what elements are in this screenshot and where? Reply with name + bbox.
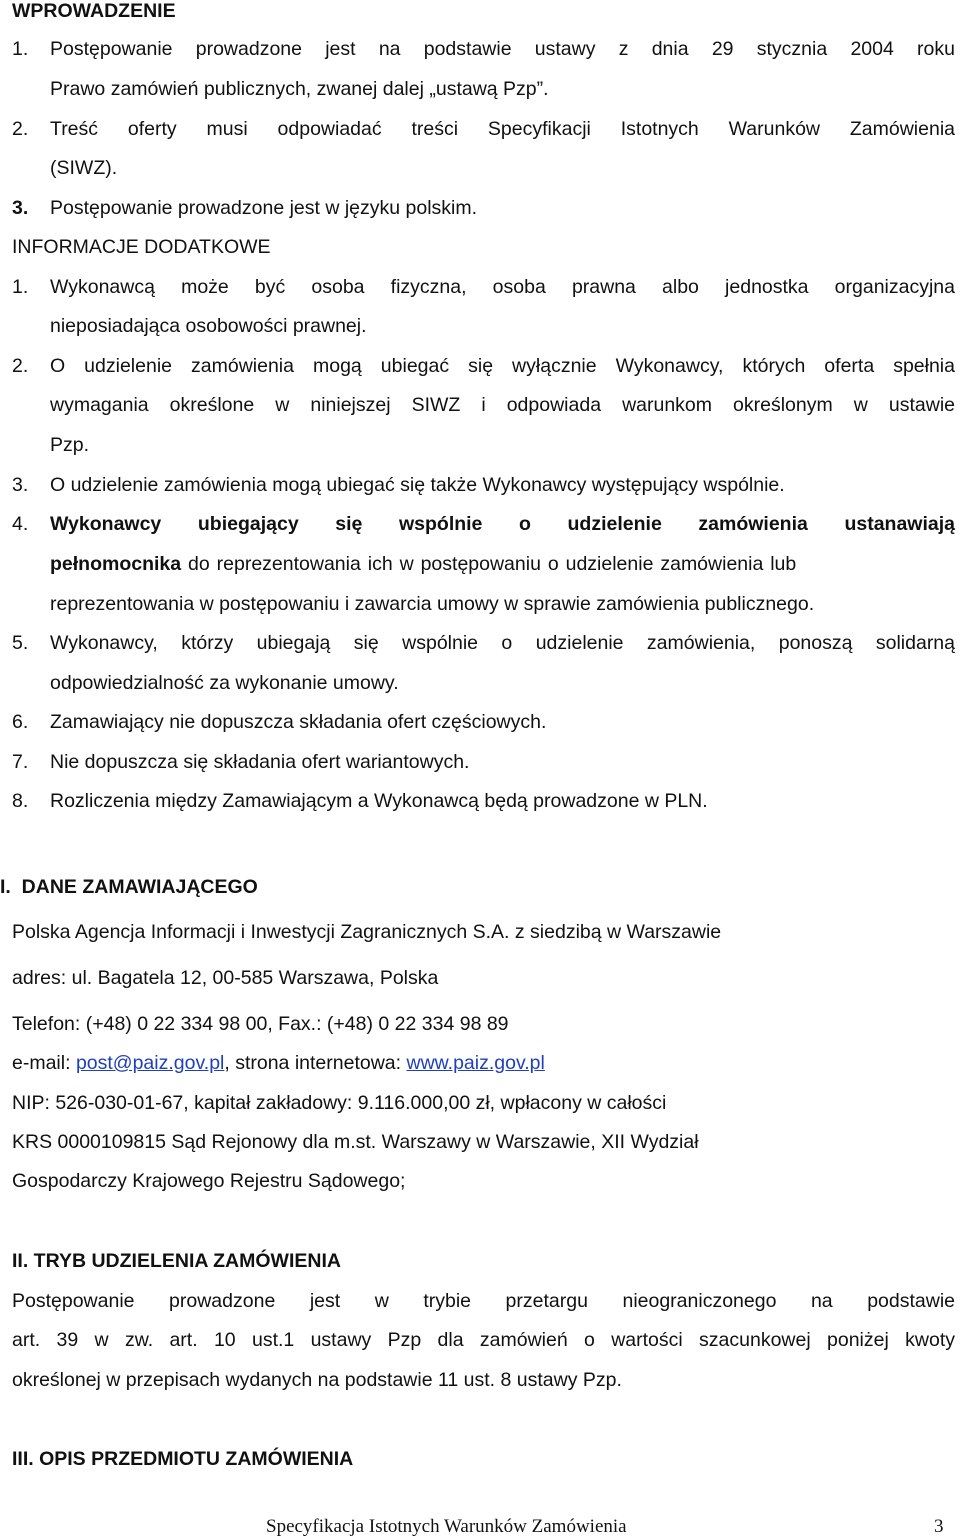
additional-item-4-number: 4. bbox=[12, 513, 29, 535]
additional-item-4-line-2-rest: do reprezentowania ich w postępowaniu o udzielenie zamówienia lub bbox=[181, 553, 797, 575]
additional-item-2-line-2: wymagania określone w niniejszej SIWZ i odpowiada warunkom określonym w ustawie bbox=[50, 394, 955, 416]
additional-item-1-line-1: Wykonawcą może być osoba fizyczna, osoba prawna albo jednostka organizacyjna bbox=[50, 276, 955, 298]
additional-item-5-line-1: Wykonawcy, którzy ubiegają się wspólnie o udzielenie zamówienia, ponoszą solidarną bbox=[50, 632, 955, 654]
email-link[interactable]: post@paiz.gov.pl bbox=[75, 1052, 225, 1074]
additional-item-2-line-1: O udzielenie zamówienia mogą ubiegać się wyłącznie Wykonawcy, których oferta spełnia bbox=[50, 355, 955, 377]
contracting-authority-address: adres: ul. Bagatela 12, 00-585 Warszawa, Polska bbox=[12, 967, 439, 989]
section-3-heading: III. OPIS PRZEDMIOTU ZAMÓWIENIA bbox=[12, 1448, 354, 1470]
additional-item-2-line-3: Pzp. bbox=[50, 434, 90, 456]
footer-page-number: 3 bbox=[934, 1516, 944, 1537]
additional-item-7-number: 7. bbox=[12, 751, 29, 773]
additional-item-4-line-1: Wykonawcy ubiegający się wspólnie o udzielenie zamówienia ustanawiają bbox=[50, 513, 955, 535]
procedure-mode-line-3: określonej w przepisach wydanych na podstawie 11 ust. 8 ustawy Pzp. bbox=[12, 1369, 622, 1391]
additional-item-7-line-1: Nie dopuszcza się składania ofert wariantowych. bbox=[50, 751, 470, 773]
intro-item-2-line-1: Treść oferty musi odpowiadać treści Specyfikacji Istotnych Warunków Zamówienia bbox=[50, 118, 955, 140]
intro-item-1-line-1: Postępowanie prowadzone jest na podstawie ustawy z dnia 29 stycznia 2004 roku bbox=[50, 38, 955, 60]
additional-item-4-line-2 bbox=[50, 553, 955, 575]
additional-item-6-number: 6. bbox=[12, 711, 29, 733]
contracting-authority-nip: NIP: 526-030-01-67, kapitał zakładowy: 9.116.000,00 zł, wpłacony w całości bbox=[12, 1092, 667, 1114]
email-label: e-mail: bbox=[12, 1052, 76, 1074]
additional-item-3-line-1: O udzielenie zamówienia mogą ubiegać się także Wykonawcy występujący wspólnie. bbox=[50, 474, 785, 496]
additional-item-5-number: 5. bbox=[12, 632, 29, 654]
intro-item-2-number: 2. bbox=[12, 118, 29, 140]
procedure-mode-line-1: Postępowanie prowadzone jest w trybie przetargu nieograniczonego na podstawie bbox=[12, 1290, 955, 1312]
additional-item-1-line-2: nieposiadająca osobowości prawnej. bbox=[50, 315, 367, 337]
additional-item-6-line-1: Zamawiający nie dopuszcza składania ofert częściowych. bbox=[50, 711, 547, 733]
additional-item-2-number: 2. bbox=[12, 355, 29, 377]
intro-item-3-line-1: Postępowanie prowadzone jest w języku polskim. bbox=[50, 197, 478, 219]
additional-heading: INFORMACJE DODATKOWE bbox=[12, 236, 271, 258]
intro-item-1-line-2: Prawo zamówień publicznych, zwanej dalej „ustawą Pzp”. bbox=[50, 78, 549, 100]
additional-item-1-number: 1. bbox=[12, 276, 29, 298]
procedure-mode-line-2: art. 39 w zw. art. 10 ust.1 ustawy Pzp dla zamówień o wartości szacunkowej poniżej kwoty bbox=[12, 1329, 955, 1351]
website-link[interactable]: www.paiz.gov.pl bbox=[406, 1052, 545, 1074]
additional-item-3-number: 3. bbox=[12, 474, 29, 496]
contracting-authority-krs: KRS 0000109815 Sąd Rejonowy dla m.st. Warszawy w Warszawie, XII Wydział bbox=[12, 1131, 699, 1153]
website-label: , strona internetowa: bbox=[224, 1052, 407, 1074]
additional-item-8-number: 8. bbox=[12, 790, 29, 812]
section-2-heading: II. TRYB UDZIELENIA ZAMÓWIENIA bbox=[12, 1250, 341, 1272]
contracting-authority-krs-continued: Gospodarczy Krajowego Rejestru Sądowego; bbox=[12, 1170, 406, 1192]
contracting-authority-contact bbox=[12, 1052, 545, 1074]
contracting-authority-phone: Telefon: (+48) 0 22 334 98 00, Fax.: (+48) 0 22 334 98 89 bbox=[12, 1013, 509, 1035]
additional-item-4-line-3: reprezentowania w postępowaniu i zawarcia umowy w sprawie zamówienia publicznego. bbox=[50, 593, 815, 615]
intro-item-2-line-2: (SIWZ). bbox=[50, 157, 118, 179]
additional-item-8-line-1: Rozliczenia między Zamawiającym a Wykonawcą będą prowadzone w PLN. bbox=[50, 790, 708, 812]
additional-item-5-line-2: odpowiedzialność za wykonanie umowy. bbox=[50, 672, 399, 694]
intro-item-3-number: 3. bbox=[12, 197, 29, 219]
intro-item-1-number: 1. bbox=[12, 38, 29, 60]
section-1-heading: I. DANE ZAMAWIAJĄCEGO bbox=[0, 876, 258, 898]
intro-heading: WPROWADZENIE bbox=[12, 0, 176, 22]
additional-item-4-bold-word: pełnomocnika bbox=[50, 553, 182, 575]
footer-document-title: Specyfikacja Istotnych Warunków Zamówienia bbox=[266, 1516, 627, 1537]
contracting-authority-name: Polska Agencja Informacji i Inwestycji Zagranicznych S.A. z siedzibą w Warszawie bbox=[12, 921, 722, 943]
